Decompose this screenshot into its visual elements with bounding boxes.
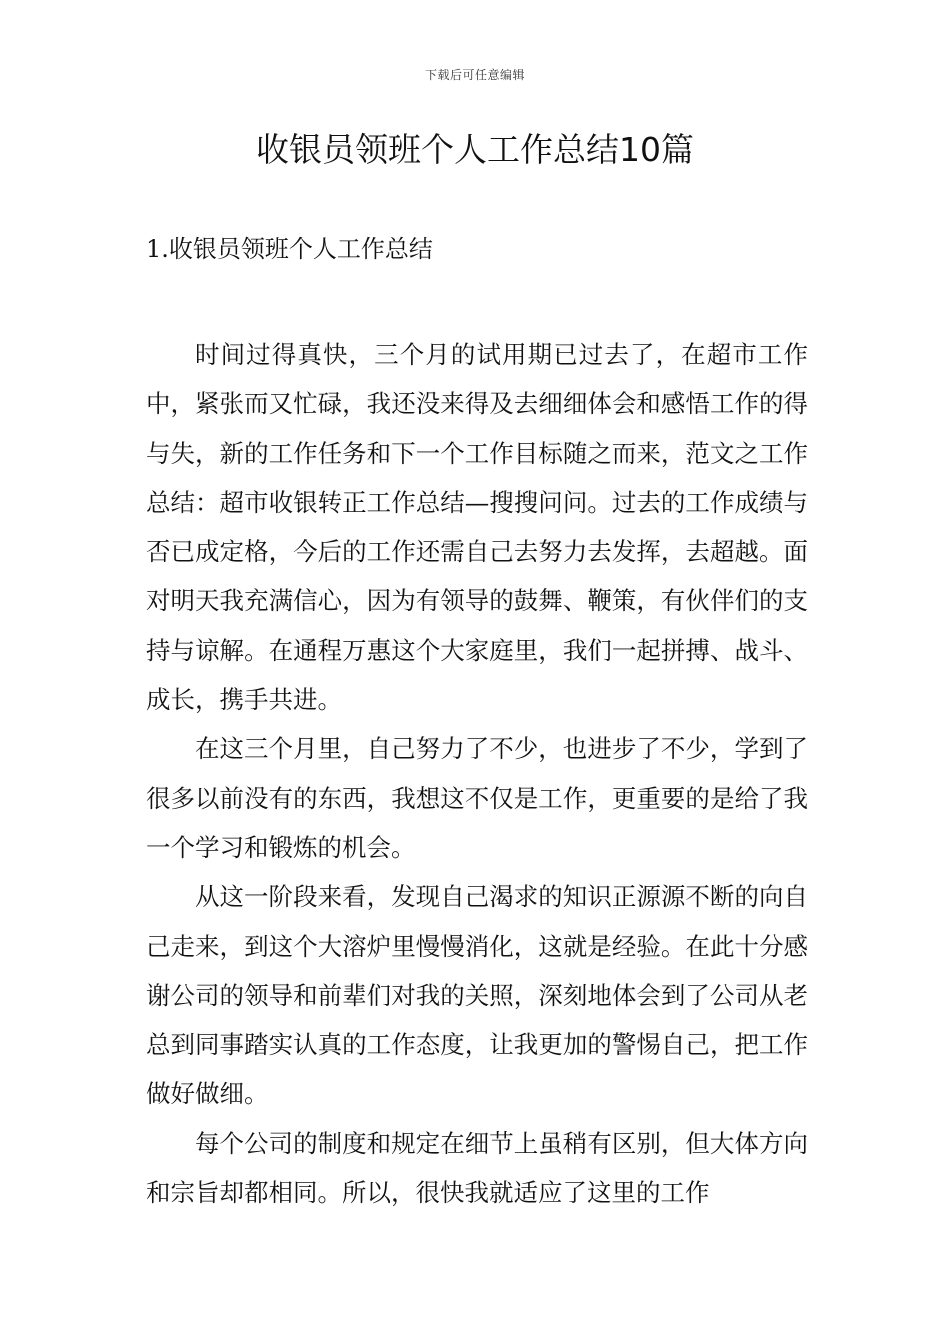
body-text [146,330,808,1217]
paragraph-2: 在这三个月里，自己努力了不少，也进步了不少，学到了很多以前没有的东西，我想这不仅是工作，更重要的是给了我一个学习和锻炼的机会。 [146,734,808,862]
header-note: 下载后可任意编辑 [424,68,525,82]
document-title: 收银员领班个人工作总结10篇 [256,130,694,169]
paragraph-1: 时间过得真快，三个月的试用期已过去了，在超市工作中，紧张而又忙碌，我还没来得及去细细体会和感悟工作的得与失，新的工作任务和下一个工作目标随之而来，范文之工作总结：超市收银转正工作总结—搜搜问问。过去的工作成绩与否已成定格，今后的工作还需自己去努力去发挥，去超越。面对明天我充满信心，因为有领导的鼓舞、鞭策，有伙伴们的支持与谅解。在通程万惠这个大家庭里，我们一起拼搏、战斗、成长，携手共进。 [146,340,808,715]
section-heading: 1.收银员领班个人工作总结 [146,235,433,263]
paragraph-4: 每个公司的制度和规定在细节上虽稍有区别，但大体方向和宗旨却都相同。所以，很快我就适应了这里的工作 [146,1128,808,1208]
paragraph-3: 从这一阶段来看，发现自己渴求的知识正源源不断的向自己走来，到这个大溶炉里慢慢消化，这就是经验。在此十分感谢公司的领导和前辈们对我的关照，深刻地体会到了公司从老总到同事踏实认真的工作态度，让我更加的警惕自己，把工作做好做细。 [146,882,808,1109]
